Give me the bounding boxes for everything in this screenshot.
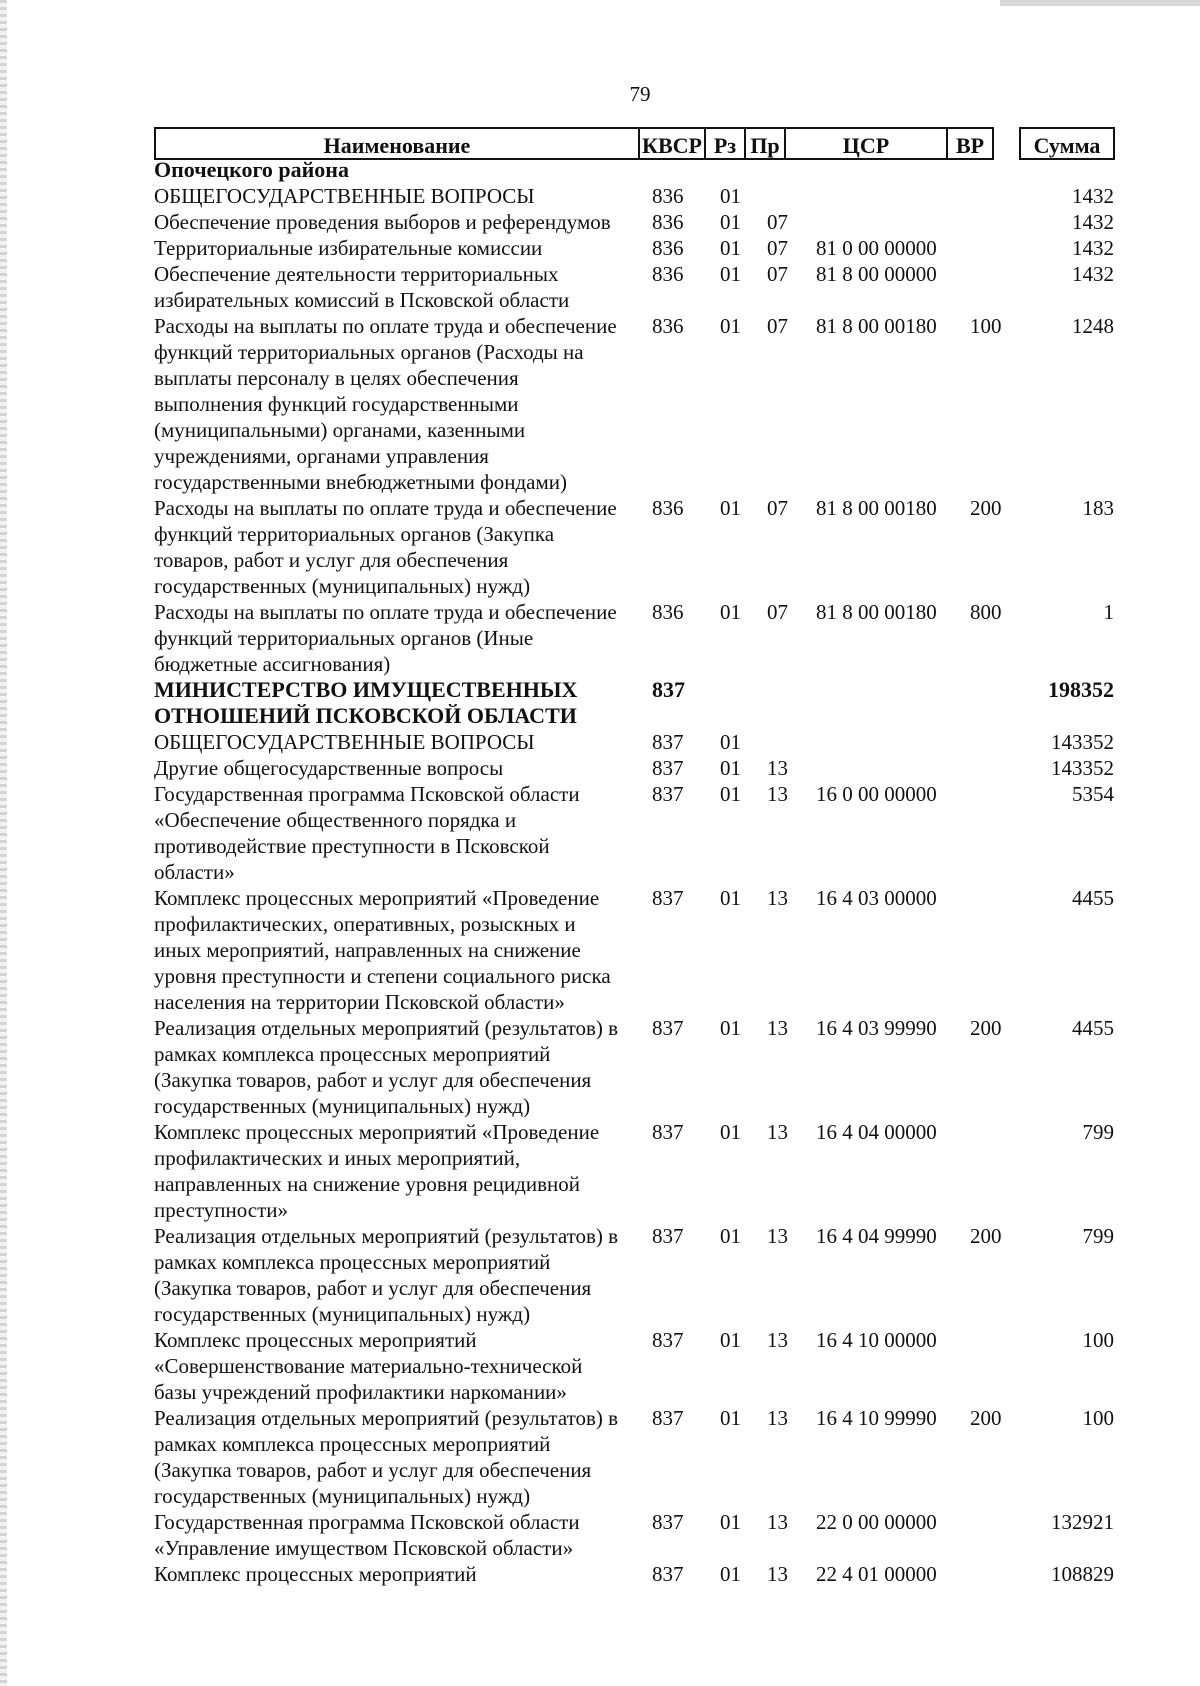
- row-kvsr: 837: [652, 1328, 684, 1352]
- row-pr: 13: [767, 1510, 788, 1534]
- row-name: ОБЩЕГОСУДАРСТВЕННЫЕ ВОПРОСЫ: [154, 730, 535, 754]
- row-csr: 22 4 01 00000: [816, 1562, 937, 1586]
- row-kvsr: 837: [652, 1016, 684, 1040]
- row-vr: 200: [970, 496, 1002, 520]
- row-sum: 1248: [1072, 314, 1114, 338]
- table-row: [154, 1119, 1114, 1223]
- table-row: [154, 157, 1114, 183]
- row-sum: 4455: [1072, 886, 1114, 910]
- row-kvsr: 836: [652, 496, 684, 520]
- row-sum: 100: [1082, 1406, 1114, 1430]
- row-kvsr: 837: [652, 730, 684, 754]
- row-vr: 200: [970, 1406, 1002, 1430]
- row-csr: 16 4 10 00000: [816, 1328, 937, 1352]
- row-pr: 13: [767, 1328, 788, 1352]
- row-name: МИНИСТЕРСТВО ИМУЩЕСТВЕННЫХ ОТНОШЕНИЙ ПСКОВСКОЙ ОБЛАСТИ: [154, 677, 578, 728]
- row-csr: 16 4 03 00000: [816, 886, 937, 910]
- row-rz: 01: [720, 1224, 741, 1248]
- row-rz: 01: [720, 210, 741, 234]
- table-row: [154, 1015, 1114, 1119]
- row-name: Комплекс процессных мероприятий «Совершенствование материально-технической базы учреждений профилактики наркомании»: [154, 1328, 583, 1404]
- row-sum: 183: [1082, 496, 1114, 520]
- row-kvsr: 837: [652, 886, 684, 910]
- row-kvsr: 837: [652, 756, 684, 780]
- row-pr: 13: [767, 1224, 788, 1248]
- row-rz: 01: [720, 756, 741, 780]
- row-name: Обеспечение проведения выборов и референдумов: [154, 210, 611, 234]
- row-sum: 799: [1082, 1120, 1114, 1144]
- row-kvsr: 837: [652, 1406, 684, 1430]
- scan-edge-top: [1000, 0, 1200, 6]
- row-sum: 143352: [1051, 756, 1114, 780]
- row-csr: 16 4 03 99990: [816, 1016, 937, 1040]
- header-csr: ЦСР: [784, 127, 948, 160]
- table-row: [154, 1223, 1114, 1327]
- row-kvsr: 837: [652, 1510, 684, 1534]
- row-pr: 13: [767, 1120, 788, 1144]
- table-row: [154, 599, 1114, 677]
- row-rz: 01: [720, 782, 741, 806]
- table-row: [154, 313, 1114, 495]
- row-kvsr: 837: [652, 677, 685, 702]
- row-sum: 1432: [1072, 262, 1114, 286]
- header-kvsr: КВСР: [638, 127, 706, 160]
- row-rz: 01: [720, 1510, 741, 1534]
- row-name: Комплекс процессных мероприятий: [154, 1562, 477, 1586]
- row-kvsr: 837: [652, 1120, 684, 1144]
- row-vr: 100: [970, 314, 1002, 338]
- row-pr: 07: [767, 600, 788, 624]
- row-vr: 200: [970, 1224, 1002, 1248]
- row-name: ОБЩЕГОСУДАРСТВЕННЫЕ ВОПРОСЫ: [154, 184, 535, 208]
- row-rz: 01: [720, 1120, 741, 1144]
- row-rz: 01: [720, 262, 741, 286]
- row-rz: 01: [720, 600, 741, 624]
- table-row: [154, 209, 1114, 235]
- row-kvsr: 836: [652, 210, 684, 234]
- row-rz: 01: [720, 496, 741, 520]
- row-csr: 81 8 00 00000: [816, 262, 937, 286]
- row-sum: 1432: [1072, 184, 1114, 208]
- row-kvsr: 837: [652, 1562, 684, 1586]
- row-pr: 07: [767, 262, 788, 286]
- row-kvsr: 837: [652, 1224, 684, 1248]
- row-sum: 4455: [1072, 1016, 1114, 1040]
- row-pr: 07: [767, 496, 788, 520]
- row-rz: 01: [720, 236, 741, 260]
- table-row: [154, 495, 1114, 599]
- table-row: [154, 755, 1114, 781]
- row-csr: 22 0 00 00000: [816, 1510, 937, 1534]
- row-name: Реализация отдельных мероприятий (результатов) в рамках комплекса процессных мероприятий (Закупка товаров, работ и услуг для обеспечения государственных (муниципальных) нужд): [154, 1406, 619, 1508]
- row-csr: 16 4 04 00000: [816, 1120, 937, 1144]
- row-pr: 07: [767, 314, 788, 338]
- row-csr: 81 0 00 00000: [816, 236, 937, 260]
- row-sum: 132921: [1051, 1510, 1114, 1534]
- row-kvsr: 836: [652, 184, 684, 208]
- row-rz: 01: [720, 1406, 741, 1430]
- table-row: [154, 1405, 1114, 1509]
- row-sum: 799: [1082, 1224, 1114, 1248]
- row-sum: 143352: [1051, 730, 1114, 754]
- table-row: [154, 1509, 1114, 1561]
- row-name: Реализация отдельных мероприятий (результатов) в рамках комплекса процессных мероприятий (Закупка товаров, работ и услуг для обеспечения государственных (муниципальных) нужд): [154, 1224, 619, 1326]
- row-kvsr: 836: [652, 600, 684, 624]
- table-row: [154, 677, 1114, 729]
- row-sum: 1432: [1072, 210, 1114, 234]
- row-rz: 01: [720, 730, 741, 754]
- row-kvsr: 837: [652, 782, 684, 806]
- row-name: Государственная программа Псковской области «Обеспечение общественного порядка и противодействие преступности в Псковской области»: [154, 782, 580, 884]
- table-row: [154, 781, 1114, 885]
- row-sum: 5354: [1072, 782, 1114, 806]
- row-pr: 13: [767, 782, 788, 806]
- row-rz: 01: [720, 1562, 741, 1586]
- row-vr: 200: [970, 1016, 1002, 1040]
- row-rz: 01: [720, 1328, 741, 1352]
- row-kvsr: 836: [652, 262, 684, 286]
- row-name: Территориальные избирательные комиссии: [154, 236, 543, 260]
- row-name: Обеспечение деятельности территориальных избирательных комиссий в Псковской области: [154, 262, 570, 312]
- page-number: 79: [629, 82, 651, 106]
- row-sum: 198352: [1048, 677, 1114, 702]
- table-body: [154, 157, 1114, 1587]
- row-csr: 16 4 10 99990: [816, 1406, 937, 1430]
- row-kvsr: 836: [652, 314, 684, 338]
- row-sum: 108829: [1051, 1562, 1114, 1586]
- row-pr: 07: [767, 210, 788, 234]
- row-name: Опочецкого района: [154, 157, 349, 182]
- row-pr: 13: [767, 1562, 788, 1586]
- table-row: [154, 885, 1114, 1015]
- table-row: [154, 1327, 1114, 1405]
- row-name: Комплекс процессных мероприятий «Проведение профилактических, оперативных, розыскных и иных мероприятий, направленных на снижение уровня преступности и степени социального риска населения на территории Псковской области»: [154, 886, 611, 1014]
- row-vr: 800: [970, 600, 1002, 624]
- row-name: Расходы на выплаты по оплате труда и обеспечение функций территориальных органов (Иные бюджетные ассигнования): [154, 600, 617, 676]
- row-csr: 16 4 04 99990: [816, 1224, 937, 1248]
- table-row: [154, 235, 1114, 261]
- header-rz: Рз: [704, 127, 746, 160]
- row-pr: 13: [767, 1016, 788, 1040]
- header-pr: Пр: [744, 127, 786, 160]
- row-csr: 81 8 00 00180: [816, 314, 937, 338]
- row-name: Реализация отдельных мероприятий (результатов) в рамках комплекса процессных мероприятий (Закупка товаров, работ и услуг для обеспечения государственных (муниципальных) нужд): [154, 1016, 619, 1118]
- row-sum: 1: [1103, 600, 1114, 624]
- row-kvsr: 836: [652, 236, 684, 260]
- row-pr: 07: [767, 236, 788, 260]
- row-pr: 13: [767, 886, 788, 910]
- table-row: [154, 183, 1114, 209]
- row-sum: 100: [1082, 1328, 1114, 1352]
- row-rz: 01: [720, 314, 741, 338]
- scan-edge-left: [0, 0, 7, 1686]
- row-rz: 01: [720, 886, 741, 910]
- row-pr: 13: [767, 1406, 788, 1430]
- row-rz: 01: [720, 1016, 741, 1040]
- table-row: [154, 1561, 1114, 1587]
- header-vr: ВР: [946, 127, 994, 160]
- row-name: Другие общегосударственные вопросы: [154, 756, 504, 780]
- table-row: [154, 261, 1114, 313]
- row-name: Государственная программа Псковской области «Управление имуществом Псковской области»: [154, 1510, 580, 1560]
- row-csr: 16 0 00 00000: [816, 782, 937, 806]
- row-pr: 13: [767, 756, 788, 780]
- header-sum: Сумма: [1019, 127, 1115, 160]
- header-name: Наименование: [154, 127, 640, 160]
- row-name: Расходы на выплаты по оплате труда и обеспечение функций территориальных органов (Расходы на выплаты персоналу в целях обеспечения выполнения функций государственными (муниципальными) органами, казенными учреждениями, органами управления государственными внебюджетными фондами): [154, 314, 617, 494]
- table-row: [154, 729, 1114, 755]
- row-name: Комплекс процессных мероприятий «Проведение профилактических и иных мероприятий, направленных на снижение уровня рецидивной преступности»: [154, 1120, 600, 1222]
- row-rz: 01: [720, 184, 741, 208]
- row-csr: 81 8 00 00180: [816, 600, 937, 624]
- row-csr: 81 8 00 00180: [816, 496, 937, 520]
- row-sum: 1432: [1072, 236, 1114, 260]
- row-name: Расходы на выплаты по оплате труда и обеспечение функций территориальных органов (Закупка товаров, работ и услуг для обеспечения государственных (муниципальных) нужд): [154, 496, 617, 598]
